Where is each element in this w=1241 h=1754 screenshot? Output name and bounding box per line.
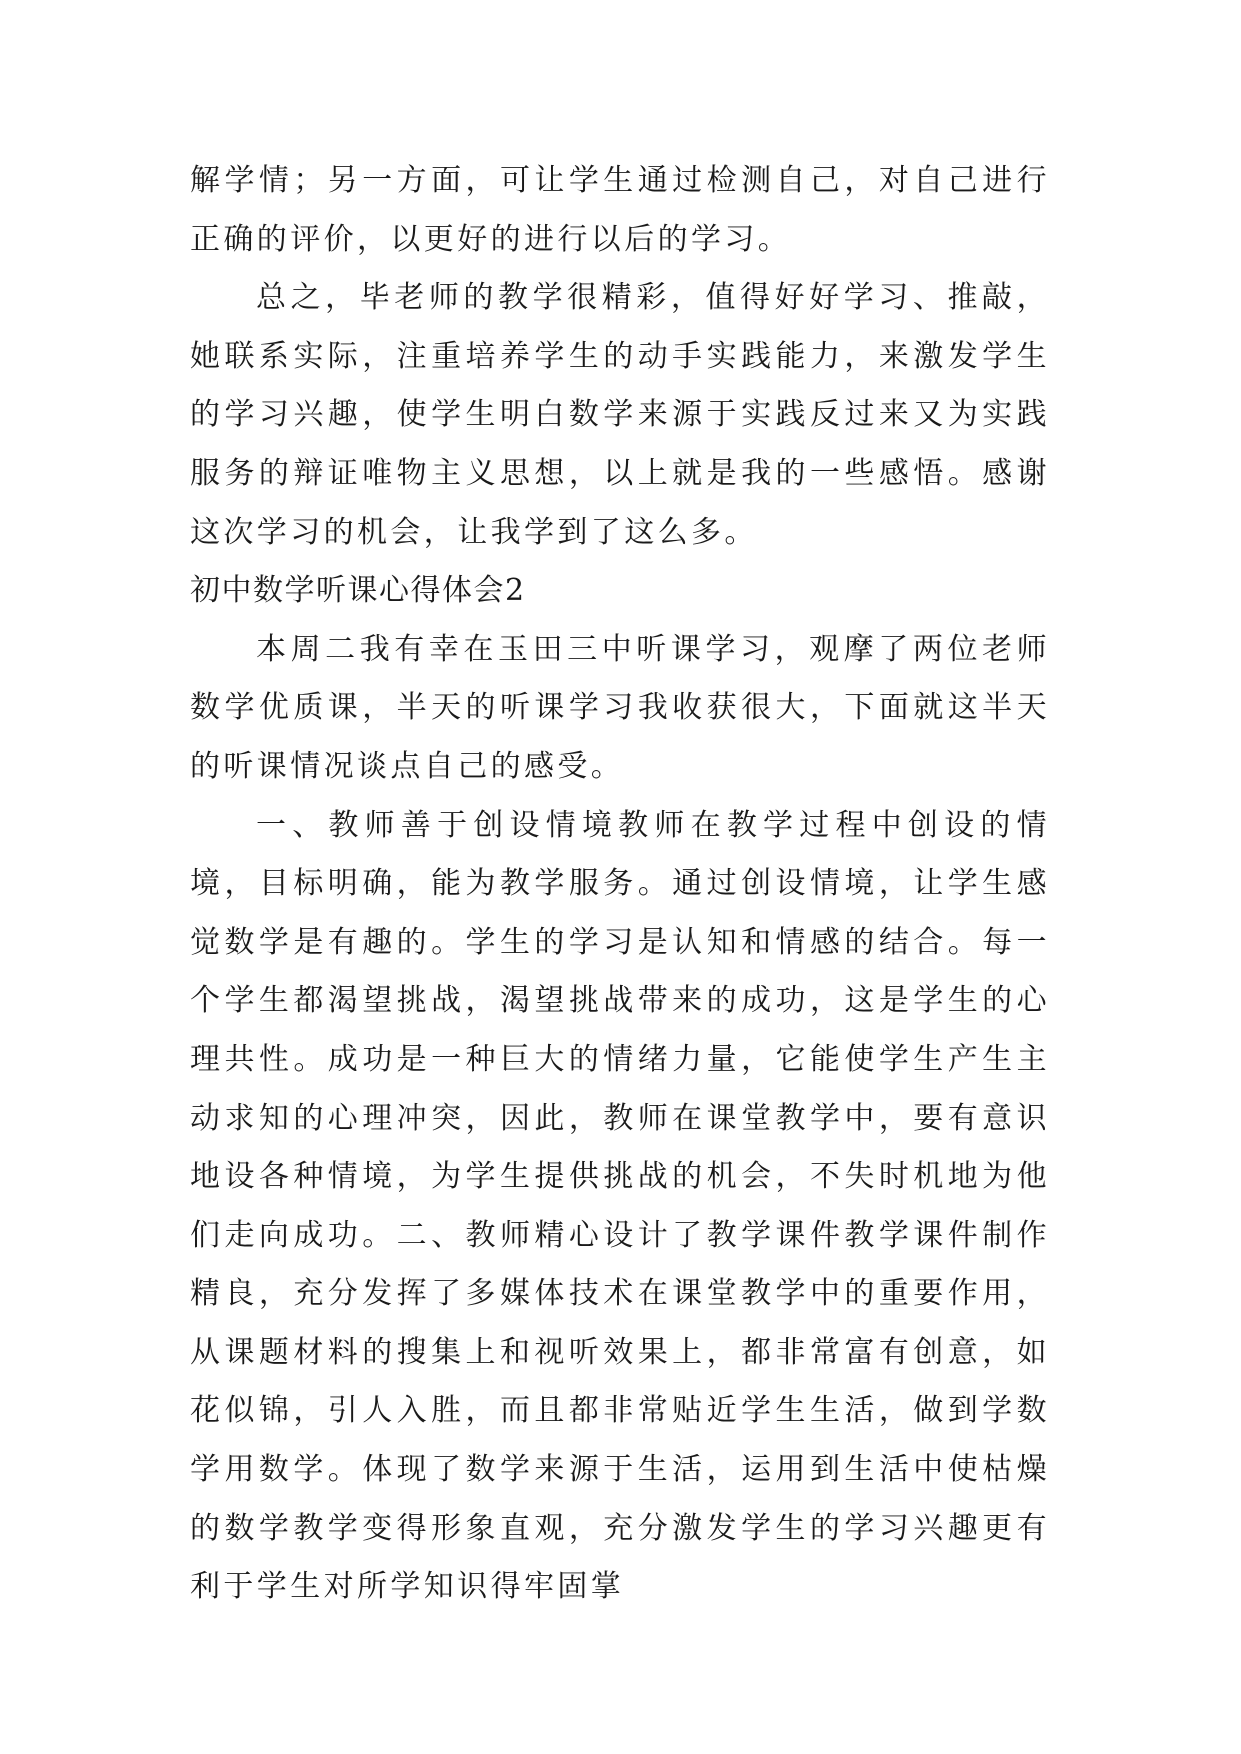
section-heading: 初中数学听课心得体会2 — [190, 573, 526, 609]
paragraph-intro: 本周二我有幸在玉田三中听课学习，观摩了两位老师数学优质课，半天的听课学习我收获很大，下面就这半天的听课情况谈点自己的感受。 — [190, 631, 1050, 784]
document-body — [190, 152, 1050, 1617]
paragraph-point-one: 一、教师善于创设情境教师在教学过程中创设的情境，目标明确，能为教学服务。通过创设情境，让学生感觉数学是有趣的。学生的学习是认知和情感的结合。每一个学生都渴望挑战，渴望挑战带来的成功，这是学生的心理共性。成功是一种巨大的情绪力量，它能使学生产生主动求知的心理冲突，因此，教师在课堂教学中，要有意识地设各种情境，为学生提供挑战的机会，不失时机地为他们走向成功。二、教师精心设计了教学课件教学课件制作精良，充分发挥了多媒体技术在课堂教学中的重要作用，从课题材料的搜集上和视听效果上，都非常富有创意，如花似锦，引人入胜，而且都非常贴近学生生活，做到学数学用数学。体现了数学来源于生活，运用到生活中使枯燥的数学教学变得形象直观，充分激发学生的学习兴趣更有利于学生对所学知识得牢固掌 — [190, 807, 1050, 1605]
paragraph-continuation: 解学情；另一方面，可让学生通过检测自己，对自己进行正确的评价，以更好的进行以后的学习。 — [190, 163, 1050, 257]
paragraph-summary: 总之，毕老师的教学很精彩，值得好好学习、推敲，她联系实际，注重培养学生的动手实践能力，来激发学生的学习兴趣，使学生明白数学来源于实践反过来又为实践服务的辩证唯物主义思想，以上就是我的一些感悟。感谢这次学习的机会，让我学到了这么多。 — [190, 280, 1050, 550]
